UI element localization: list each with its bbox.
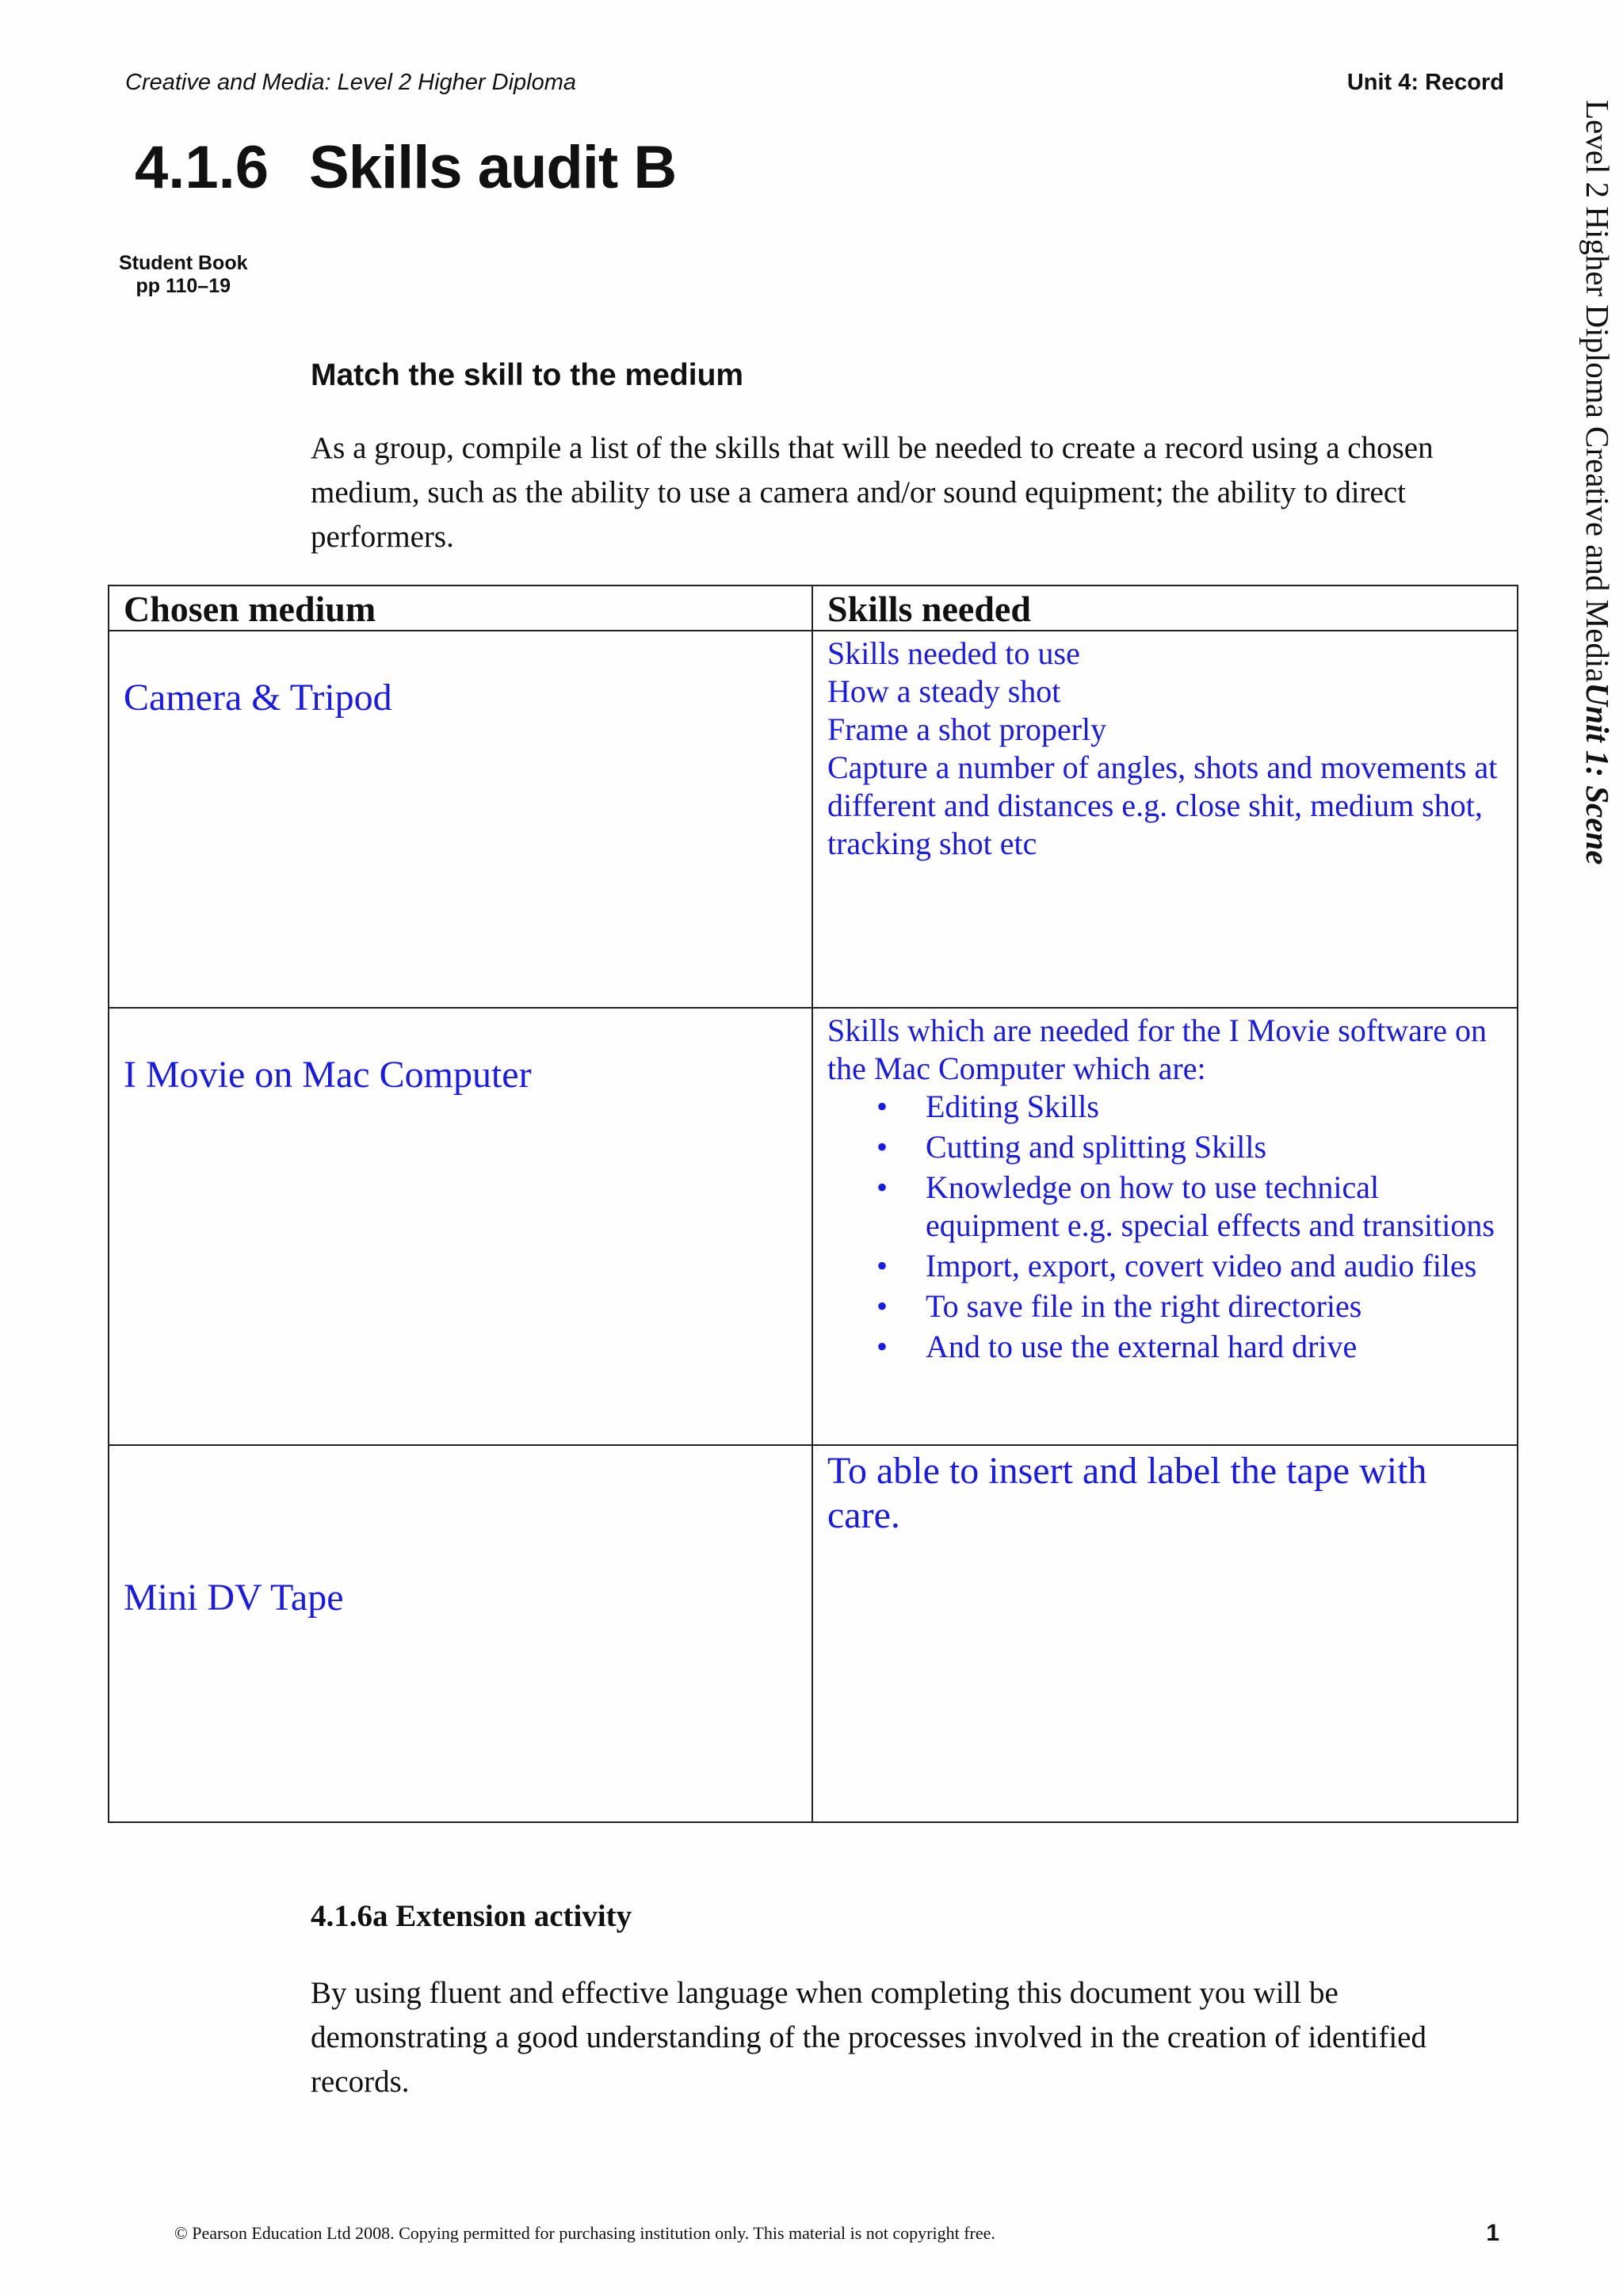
column-header-skills: Skills needed [812, 585, 1518, 631]
page-number: 1 [1486, 2220, 1499, 2246]
table-row [109, 1008, 1518, 1445]
extension-text: By using fluent and effective language when completing this document you will be demonstrating a good understanding of the processes involved in the creation of identified records. [311, 1976, 1426, 2099]
side-label [1579, 100, 1617, 865]
list-item: • Knowledge on how to use technical equipment e.g. special effects and transitions [926, 1169, 1503, 1245]
skills-bullet-list [827, 1088, 1503, 1366]
skills-cell[interactable] [812, 1008, 1518, 1445]
extension-heading: 4.1.6a Extension activity [311, 1899, 632, 1933]
medium-text: Camera & Tripod [124, 677, 392, 719]
skill-line: Skills needed to use [827, 635, 1080, 671]
column-header-medium: Chosen medium [109, 585, 812, 631]
list-item: • Cutting and splitting Skills [926, 1128, 1503, 1166]
skills-cell[interactable] [812, 1445, 1518, 1822]
table-header-row [109, 585, 1518, 631]
skills-text [827, 1012, 1503, 1366]
medium-text: Mini DV Tape [124, 1577, 344, 1619]
skills-text [827, 635, 1503, 863]
student-book-reference [119, 252, 248, 298]
skills-intro: Skills which are needed for the I Movie software on the Mac Computer which are: [827, 1013, 1487, 1086]
list-item: • Import, export, covert video and audio files [926, 1247, 1503, 1285]
skill-line: How a steady shot [827, 673, 1061, 709]
medium-cell[interactable] [109, 631, 812, 1008]
task-heading: Match the skill to the medium [311, 358, 744, 392]
list-item: • To save file in the right directories [926, 1287, 1503, 1325]
skills-cell[interactable] [812, 631, 1518, 1008]
list-item: • And to use the external hard drive [926, 1328, 1503, 1366]
task-instructions: As a group, compile a list of the skills that will be needed to create a record using a chosen medium, such as the ability to use a camera and/or sound equipment; the ability to direct performers. [311, 431, 1434, 554]
table-row [109, 631, 1518, 1008]
header-unit: Unit 4: Record [1346, 70, 1504, 95]
skills-text: To able to insert and label the tape with care. [827, 1450, 1427, 1536]
medium-cell[interactable] [109, 1445, 812, 1822]
section-number: 4.1.6 [135, 134, 269, 201]
table-row [109, 1445, 1518, 1822]
skills-audit-table [108, 585, 1518, 1823]
section-title: Skills audit B [309, 134, 677, 201]
medium-text: I Movie on Mac Computer [124, 1054, 532, 1096]
medium-cell[interactable] [109, 1008, 812, 1445]
student-book-pages: pp 110–19 [136, 275, 231, 297]
side-label-unit: Unit 1: Scene [1579, 682, 1616, 865]
skill-line: Capture a number of angles, shots and movements at different and distances e.g. close shit, medium shot, tracking shot etc [827, 749, 1498, 861]
skill-line: Frame a shot properly [827, 711, 1107, 747]
student-book-label: Student Book [119, 252, 248, 274]
list-item: • Editing Skills [926, 1088, 1503, 1126]
copyright-footer: © Pearson Education Ltd 2008. Copying permitted for purchasing institution only. This material is not copyright free. [174, 2223, 995, 2243]
side-label-prefix: Level 2 Higher Diploma Creative and Media [1579, 100, 1616, 683]
header-course: Creative and Media: Level 2 Higher Diploma [125, 70, 577, 95]
